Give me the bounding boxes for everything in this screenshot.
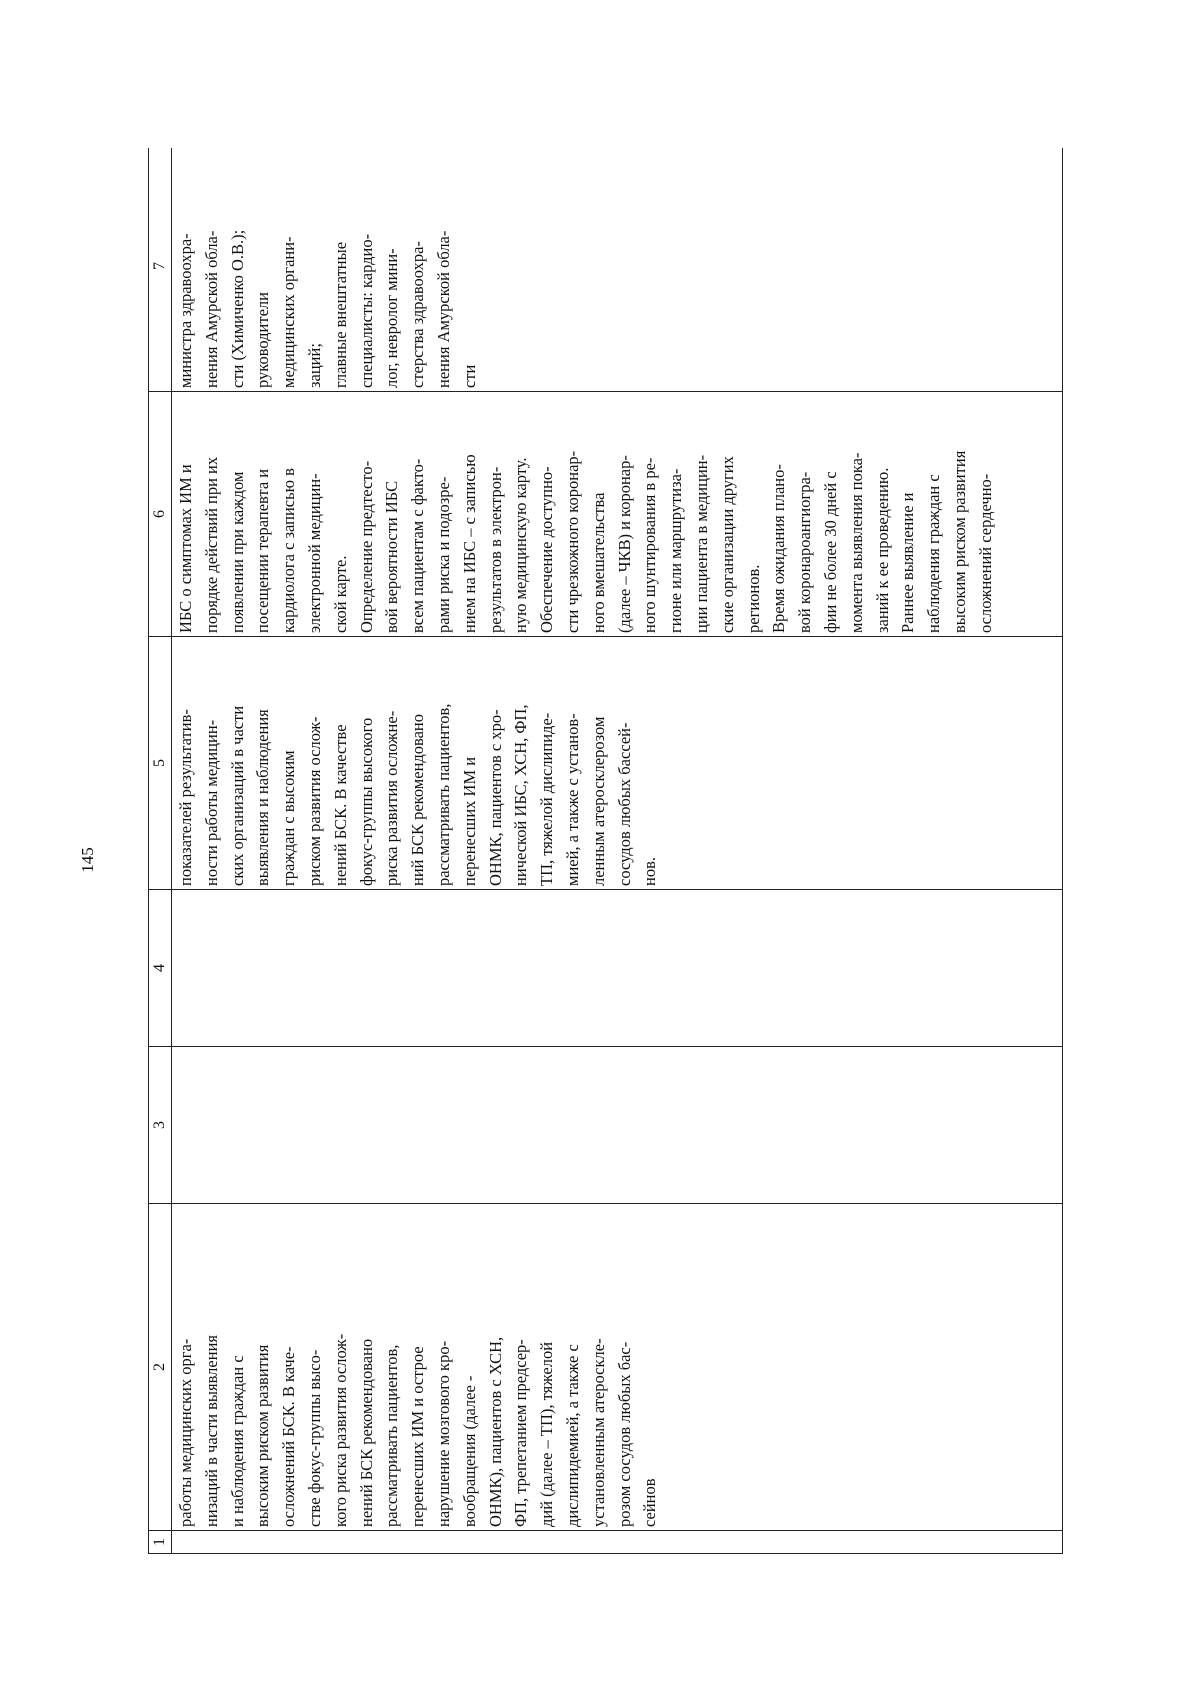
cell-line: специалисты: кардио-	[356, 233, 376, 388]
rotated-page-area	[148, 148, 1064, 1554]
cell-line: высоким риском развития	[253, 1344, 273, 1527]
cell-line: рассматривать пациентов,	[382, 1344, 402, 1527]
cell-line: всем пациентам с факто-	[408, 458, 428, 633]
cell-line: дислипидемией, а также с	[562, 1344, 582, 1527]
cell-line: посещении терапевта и	[253, 468, 273, 633]
cell-line: ОНМК, пациентов с хро-	[485, 709, 505, 886]
cell-line: вой коронароангиогра-	[795, 471, 815, 633]
cell-line: Определение предтесто-	[356, 460, 376, 633]
cell-line: низаций в части выявления	[201, 1335, 221, 1527]
cell-line: вообращения (далее -	[459, 1375, 479, 1527]
cell-col-1	[172, 1531, 1063, 1554]
cell-line: стерства здравоохра-	[408, 241, 428, 388]
cell-line: Раннее выявление и	[898, 492, 918, 633]
cell-line: заний к ее проведению.	[872, 467, 892, 633]
cell-line: ТП, тяжелой дислипиде-	[537, 712, 557, 886]
header-col-5: 5	[149, 637, 172, 890]
cell-line: гионе или маршрутиза-	[666, 468, 686, 633]
table-header-row	[149, 148, 172, 1554]
cell-line: кардиолога с записью в	[279, 468, 299, 633]
header-col-7: 7	[149, 148, 172, 392]
cell-line: сосудов любых бассей-	[614, 722, 634, 886]
cell-line: нием на ИБС – с записью	[459, 454, 479, 633]
cell-line: рами риска и подозре-	[433, 476, 453, 633]
cell-line: ских организаций в части	[227, 705, 247, 886]
cell-line: кого риска развития ослож-	[330, 1333, 350, 1527]
cell-line: фии не более 30 дней с	[820, 471, 840, 633]
cell-line: сейнов	[640, 1478, 660, 1527]
cell-line: ской карте.	[330, 555, 350, 633]
cell-line: главные внештатные	[330, 241, 350, 388]
cell-line: ного вмешательства	[588, 492, 608, 633]
cell-line: осложнений БСК. В каче-	[279, 1346, 299, 1527]
cell-line: появлении при каждом	[227, 471, 247, 633]
cell-col-6	[172, 392, 1063, 637]
cell-line: вой вероятности ИБС	[382, 480, 402, 633]
cell-line: дий (далее – ТП), тяжелой	[537, 1341, 557, 1527]
cell-line: сти	[459, 364, 479, 388]
cell-line: и наблюдения граждан с	[227, 1355, 247, 1527]
cell-line: лог, невролог мини-	[382, 248, 402, 388]
table-row	[172, 148, 1063, 1554]
cell-line: регионов.	[743, 564, 763, 633]
cell-line: ФП, трепетанием предсер-	[511, 1339, 531, 1527]
cell-col-3	[172, 1047, 1063, 1204]
cell-line: мией, а также с установ-	[562, 713, 582, 886]
cell-line: результатов в электрон-	[485, 466, 505, 633]
cell-line: выявления и наблюдения	[253, 709, 273, 886]
header-col-2: 2	[149, 1204, 172, 1531]
cell-line: ний БСК рекомендовано	[408, 713, 428, 886]
cell-line: министра здравоохра-	[176, 233, 195, 388]
cell-line: нов.	[640, 857, 660, 886]
cell-line: сти чрезкожного коронар-	[562, 450, 582, 633]
cell-line: ские организации других	[717, 456, 737, 633]
cell-line: ции пациента в медицин-	[691, 454, 711, 633]
cell-line: фокус-группы высокого	[356, 717, 376, 886]
cell-line: (далее – ЧКВ) и коронар-	[614, 455, 634, 633]
cell-line: момента выявления пока-	[846, 452, 866, 633]
cell-line: высоким риском развития	[949, 450, 969, 633]
cell-line: наблюдения граждан с	[924, 474, 944, 633]
cell-col-4	[172, 890, 1063, 1047]
cell-line: ности работы медицин-	[201, 719, 221, 886]
cell-line: перенесших ИМ и острое	[408, 1346, 428, 1527]
cell-line: нарушение мозгового кро-	[433, 1340, 453, 1527]
header-col-1: 1	[149, 1531, 172, 1554]
cell-line: порядке действий при их	[201, 456, 221, 633]
cell-line: нической ИБС, ХСН, ФП,	[511, 704, 531, 886]
cell-line: установленным атероскле-	[588, 1338, 608, 1527]
cell-line: нений БСК. В качестве	[330, 724, 350, 886]
header-col-4: 4	[149, 890, 172, 1047]
cell-line: электронной медицин-	[304, 473, 324, 633]
cell-line: ного шунтирования в ре-	[640, 457, 660, 633]
cell-line: руководители	[253, 292, 273, 388]
cell-line: осложнений сердечно-	[975, 473, 995, 633]
header-col-3: 3	[149, 1047, 172, 1204]
cell-line: ОНМК), пациентов с ХСН,	[485, 1336, 505, 1527]
cell-line: работы медицинских орга-	[176, 1338, 195, 1527]
cell-line: ленным атеросклерозом	[588, 716, 608, 886]
cell-line: заций;	[304, 343, 324, 388]
cell-line: нений БСК рекомендовано	[356, 1338, 376, 1527]
cell-line: ИБС о симптомах ИМ и	[176, 464, 195, 633]
cell-line: рассматривать пациентов,	[433, 703, 453, 886]
cell-line: показателей результатив-	[176, 709, 195, 886]
cell-line: нения Амурской обла-	[201, 230, 221, 388]
cell-line: ную медицинскую карту.	[511, 457, 531, 633]
page-number: 145	[78, 847, 97, 873]
cell-line: нения Амурской обла-	[433, 230, 453, 388]
cell-line: граждан с высоким	[279, 750, 299, 886]
cell-line: Обеспечение доступно-	[537, 466, 557, 633]
cell-line: Время ожидания плано-	[769, 464, 789, 633]
cell-col-2	[172, 1204, 1063, 1531]
cell-line: медицинских органи-	[279, 236, 299, 388]
cell-line: розом сосудов любых бас-	[614, 1341, 634, 1527]
cell-line: перенесших ИМ и	[459, 756, 479, 886]
cell-line: риском развития ослож-	[304, 716, 324, 886]
cell-col-7	[172, 148, 1063, 392]
cell-line: стве фокус-группы высо-	[304, 1349, 324, 1527]
data-table	[148, 148, 1063, 1554]
cell-line: риска развития осложне-	[382, 710, 402, 886]
rotated-table-frame	[148, 148, 1064, 1554]
cell-col-5	[172, 637, 1063, 890]
cell-line: сти (Химиченко О.В.);	[227, 229, 247, 388]
header-col-6: 6	[149, 392, 172, 637]
